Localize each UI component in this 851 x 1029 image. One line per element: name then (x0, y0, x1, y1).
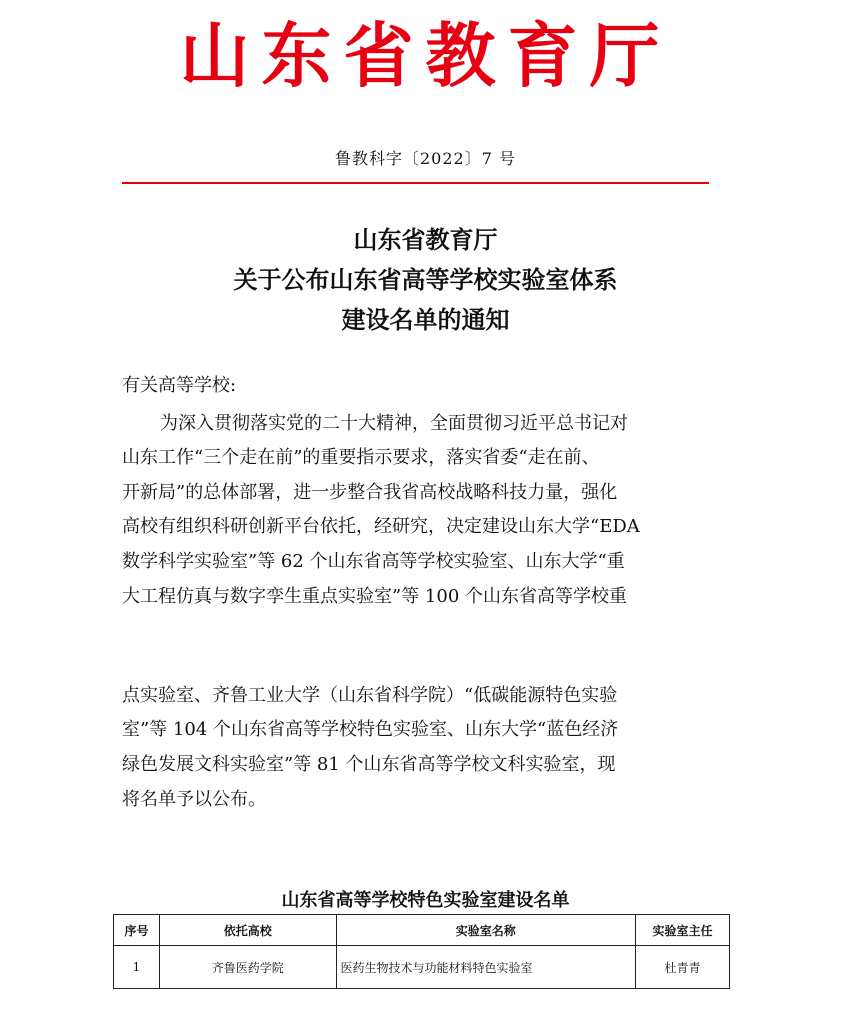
body-line: 大工程仿真与数字孪生重点实验室”等 100 个山东省高等学校重 (122, 586, 627, 607)
body-line: 数学科学实验室”等 62 个山东省高等学校实验室、山东大学“重 (122, 551, 625, 572)
body-line: 开新局”的总体部署，进一步整合我省高校战略科技力量，强化 (122, 482, 618, 503)
body-line: 室”等 104 个山东省高等学校特色实验室、山东大学“蓝色经济 (122, 719, 619, 740)
table-header-row (114, 915, 730, 946)
column-header-university: 依托高校 (159, 915, 336, 946)
table-row (114, 946, 730, 989)
body-line: 为深入贯彻落实党的二十大精神，全面贯彻习近平总书记对 (160, 413, 628, 434)
document-number: 鲁教科字〔2022〕7 号 (335, 149, 516, 168)
lab-list-table (113, 914, 730, 989)
salutation: 有关高等学校: (122, 375, 237, 396)
title-line-1: 山东省教育厅 (353, 225, 498, 254)
body-line: 山东工作“三个走在前”的重要指示要求，落实省委“走在前、 (122, 447, 600, 468)
cell-index: 1 (114, 946, 160, 989)
body-line: 高校有组织科研创新平台依托，经研究，决定建设山东大学“EDA (122, 516, 640, 537)
body-line: 绿色发展文科实验室”等 81 个山东省高等学校文科实验室，现 (122, 754, 616, 775)
cell-lab-name: 医药生物技术与功能材料特色实验室 (336, 946, 636, 989)
red-divider (122, 182, 709, 184)
column-header-lab-name: 实验室名称 (336, 915, 636, 946)
body-line: 将名单予以公布。 (122, 789, 266, 810)
masthead: 山东省教育厅 (179, 14, 672, 97)
title-line-3: 建设名单的通知 (341, 305, 510, 334)
column-header-index: 序号 (114, 915, 160, 946)
column-header-director: 实验室主任 (636, 915, 730, 946)
cell-director: 杜青青 (636, 946, 730, 989)
table-title: 山东省高等学校特色实验室建设名单 (281, 890, 570, 911)
cell-university: 齐鲁医药学院 (159, 946, 336, 989)
title-line-2: 关于公布山东省高等学校实验室体系 (233, 265, 618, 294)
body-line: 点实验室、齐鲁工业大学（山东省科学院）“低碳能源特色实验 (122, 685, 618, 706)
